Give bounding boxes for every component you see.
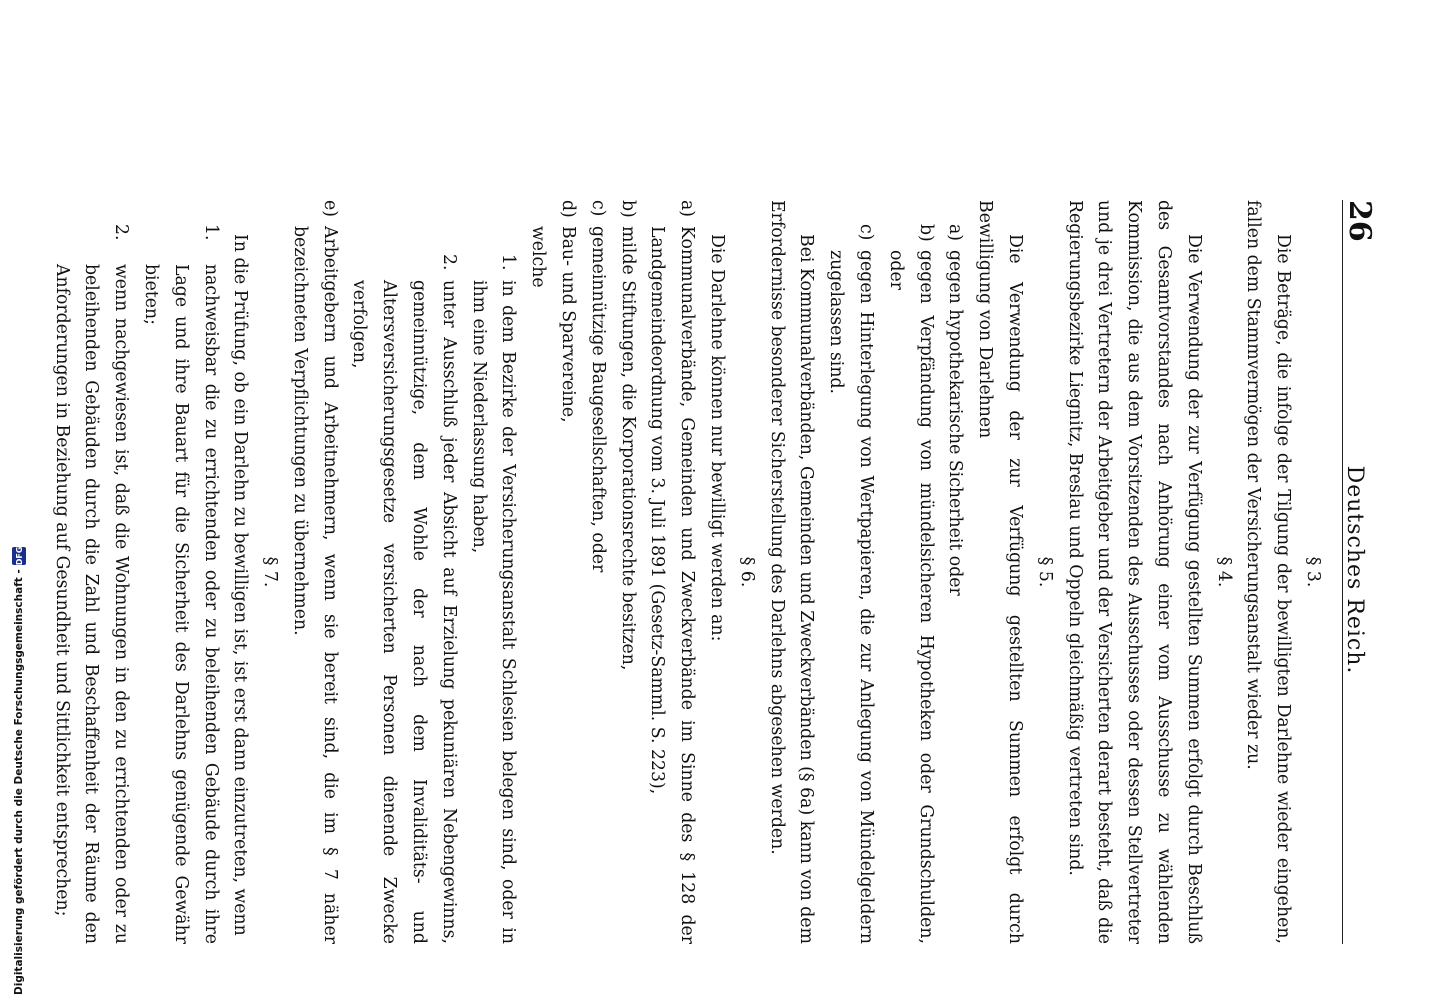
list-item-label: e) — [319, 200, 340, 217]
list-item-label: c) — [856, 224, 877, 241]
list-item-label: 2. — [438, 254, 459, 271]
list-item-text: milde Stiftungen, die Korporationsrechte besitzen, — [617, 226, 638, 671]
section-5-list — [820, 200, 969, 944]
section-5-closing: Bei Kommunalverbänden, Gemeinden und Zweckverbänden (§ 6a) kann von dem Erfordernisse besonderer Sicherstellung des Darlehns abgesehen werden. — [766, 200, 817, 944]
list-item-label: 1. — [200, 224, 221, 241]
list-item-label: 2. — [111, 224, 132, 241]
section-heading-7: § 7. — [260, 556, 281, 588]
list-item-label: b) — [617, 200, 638, 218]
running-title: Deutsches Reich. — [1342, 465, 1367, 675]
list-item-text: gegen Verpfändung von mündelsicheren Hypotheken oder Grundschulden, oder — [885, 250, 936, 944]
list-item-text: gegen Hinterlegung von Wertpapieren, die zur Anlegung von Mündelgeldern zugelassen sind. — [826, 250, 877, 944]
list-item-text: Kommunalverbände, Gemeinden und Zweckverbände im Sinne des § 128 der Landgemeindeordnung vom 3. Juli 1891 (Gesetz-Samml. S. 223), — [647, 226, 698, 944]
list-item — [940, 224, 970, 944]
list-item — [46, 224, 135, 944]
list-item-text: in dem Bezirke der Versicherungsanstalt Schlesien belegen sind, oder in ihm eine Niederlassung haben, — [468, 280, 519, 944]
section-6-welche: welche — [528, 226, 549, 288]
header-rule — [1342, 200, 1343, 944]
section-heading-3: § 3. — [1303, 556, 1323, 588]
list-item-label: 1. — [498, 254, 519, 271]
list-item — [642, 200, 702, 944]
list-item — [284, 200, 344, 944]
list-item-text: nachweisbar die zu errichtenden oder zu beleihenden Gebäude durch ihre Lage und ihre Bauart für die Sicherheit des Darlehns genügende Gewähr bieten; — [140, 264, 221, 944]
list-item-label: a) — [945, 224, 966, 242]
list-item-text: Arbeitgebern und Arbeitnehmern, wenn sie bereit sind, die im § 7 näher bezeichneten Verpflichtungen zu übernehmen. — [289, 226, 340, 944]
list-item-text: gemeinnützige Baugesellschaften, oder — [587, 226, 608, 573]
page-header — [1339, 200, 1379, 940]
list-item — [463, 254, 523, 944]
section-7-list — [46, 200, 225, 944]
section-6-list-e — [284, 200, 344, 944]
section-7-intro: In die Prüfung, ob ein Darlehn zu bewilligen ist, ist erst dann einzutreten, wenn — [230, 234, 251, 936]
list-item-label: b) — [915, 224, 936, 242]
list-item — [582, 200, 612, 944]
list-item — [344, 254, 463, 944]
list-item — [612, 200, 642, 944]
list-item — [552, 200, 582, 944]
dfg-logo: DFG — [12, 547, 26, 566]
list-item — [820, 224, 880, 944]
section-6-intro: Die Darlehne können nur bewilligt werden an: — [707, 234, 728, 642]
list-item-label: d) — [558, 200, 579, 218]
document-body — [46, 200, 1327, 944]
section-6-sublist — [344, 200, 523, 944]
section-heading-4: § 4. — [1213, 556, 1234, 588]
list-item — [135, 224, 224, 944]
list-item-label: a) — [677, 200, 698, 218]
list-item-label: c) — [587, 200, 608, 217]
section-3-text: Die Beträge, die infolge der Tilgung der bewilligten Darlehne wieder eingehen, fallen dem Stammvermögen der Versicherungsanstalt wieder zu. — [1243, 200, 1294, 944]
list-item-text: Bau- und Sparvereine, — [558, 226, 579, 423]
digitization-credit-text: Digitalisierung gefördert durch die Deutsche Forschungsgemeinschaft - — [13, 569, 25, 995]
list-item-text: gegen hypothekarische Sicherheit oder — [945, 250, 966, 596]
list-item-text: wenn nachgewiesen ist, daß die Wohnungen in den zu errichtenden oder zu beleihenden Gebäuden durch die Zahl und Beschaffenheit der Räume den Anforderungen in Beziehung auf Gesundheit und Sittlichkeit entsprechen; — [51, 264, 132, 944]
section-heading-6: § 6. — [736, 556, 757, 588]
digitization-credit — [10, 546, 28, 995]
page-number: 26 — [1342, 200, 1377, 242]
section-6-list — [552, 200, 701, 944]
section-4-text: Die Verwendung der zur Verfügung gestellten Summen erfolgt durch Beschluß des Gesamtvorstandes nach Anhörung einer vom Ausschusse zu wählenden Kommission, die aus dem Vorsitzenden des Ausschusses oder dessen Stellvertreter und je drei Vertretern der Arbeitgeber und der Versicherten derart besteht, daß die Regierungsbezirke Liegnitz, Breslau und Oppeln gleichmäßig vertreten sind. — [1064, 200, 1204, 944]
section-5-intro: Die Verwendung der zur Verfügung gestellten Summen erfolgt durch Bewilligung von Darlehnen — [975, 200, 1026, 944]
section-heading-5: § 5. — [1034, 556, 1055, 588]
list-item — [880, 224, 940, 944]
list-item-text: unter Ausschluß jeder Absicht auf Erzielung pekuniären Nebengewinns, gemeinnützige, dem Wohle der nach dem Invaliditäts- und Altersversicherungsgesetze versicherten Personen dienende Zwecke verfolgen, — [349, 280, 459, 944]
